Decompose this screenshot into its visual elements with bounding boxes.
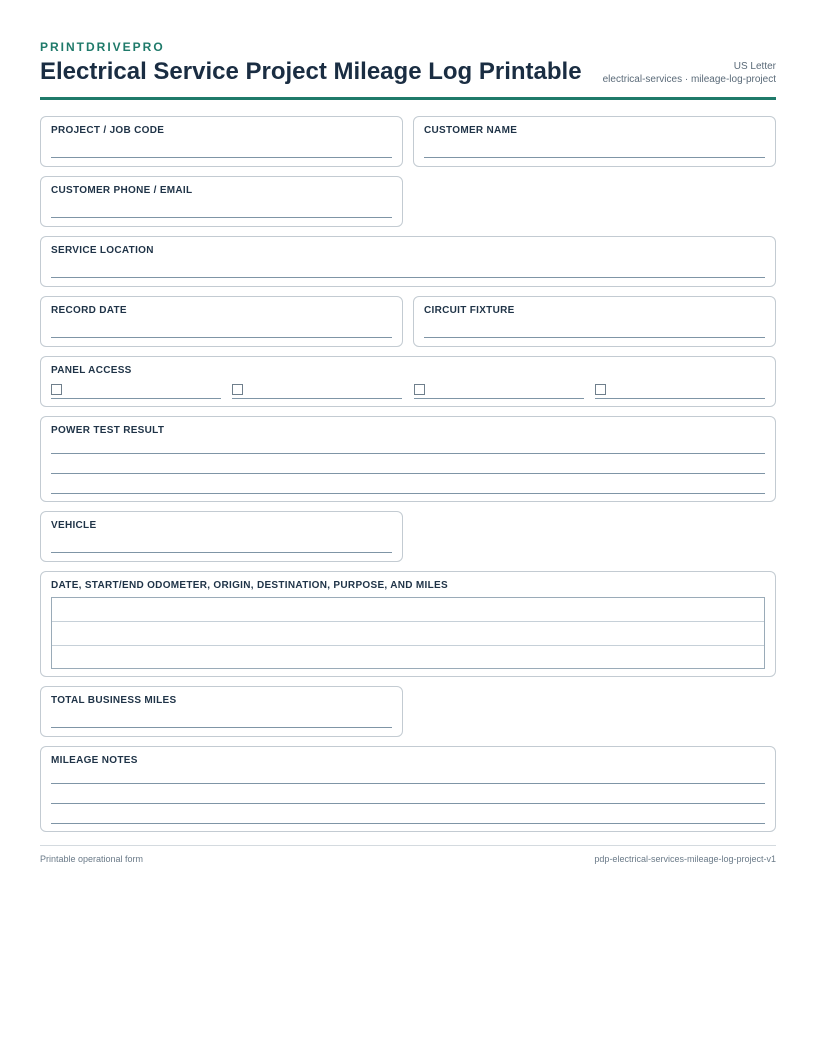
power-test-result-field [40,416,776,502]
circuit-fixture-label: CIRCUIT FIXTURE [424,305,515,316]
panel-access-option-line-1[interactable] [51,398,221,399]
customer-name-input[interactable] [424,157,765,158]
power-test-result-line-2[interactable] [51,473,765,474]
customer-phone-email-field [40,176,403,227]
customer-phone-email-label: CUSTOMER PHONE / EMAIL [51,185,193,196]
paper-size: US Letter [733,61,776,72]
power-test-result-line-3[interactable] [51,493,765,494]
mileage-notes-line-2[interactable] [51,803,765,804]
header-rule [40,97,776,100]
vehicle-input[interactable] [51,552,392,553]
total-business-miles-input[interactable] [51,727,392,728]
panel-access-field [40,356,776,407]
project-job-code-field [40,116,403,167]
panel-access-checkbox-4[interactable] [595,384,606,395]
footer-form-id: pdp-electrical-services-mileage-log-project-v1 [594,854,776,864]
record-date-input[interactable] [51,337,392,338]
circuit-fixture-input[interactable] [424,337,765,338]
vehicle-field [40,511,403,562]
power-test-result-label: POWER TEST RESULT [51,425,165,436]
panel-access-checkbox-3[interactable] [414,384,425,395]
footer-rule [40,845,776,846]
trip-log-label: DATE, START/END ODOMETER, ORIGIN, DESTINATION, PURPOSE, AND MILES [51,580,448,591]
record-date-field [40,296,403,347]
brand-name: PRINTDRIVEPRO [40,40,165,54]
record-date-label: RECORD DATE [51,305,127,316]
page-title: Electrical Service Project Mileage Log Printable [40,58,582,85]
mileage-notes-line-1[interactable] [51,783,765,784]
circuit-fixture-field [413,296,776,347]
vehicle-label: VEHICLE [51,520,97,531]
project-job-code-input[interactable] [51,157,392,158]
document-tags: electrical-services · mileage-log-project [602,74,776,85]
mileage-notes-field [40,746,776,832]
mileage-notes-line-3[interactable] [51,823,765,824]
trip-log-row-divider [52,621,764,622]
customer-name-label: CUSTOMER NAME [424,125,518,136]
footer-description: Printable operational form [40,854,144,864]
project-job-code-label: PROJECT / JOB CODE [51,125,165,136]
mileage-notes-label: MILEAGE NOTES [51,755,138,766]
panel-access-label: PANEL ACCESS [51,365,132,376]
power-test-result-line-1[interactable] [51,453,765,454]
trip-log-table[interactable] [51,597,765,669]
panel-access-option-line-2[interactable] [232,398,402,399]
customer-name-field [413,116,776,167]
service-location-field [40,236,776,287]
customer-phone-email-input[interactable] [51,217,392,218]
total-business-miles-field [40,686,403,737]
panel-access-checkbox-2[interactable] [232,384,243,395]
panel-access-checkbox-1[interactable] [51,384,62,395]
trip-log-field [40,571,776,677]
panel-access-option-line-3[interactable] [414,398,584,399]
service-location-label: SERVICE LOCATION [51,245,154,256]
panel-access-option-line-4[interactable] [595,398,765,399]
trip-log-row-divider [52,645,764,646]
service-location-input[interactable] [51,277,765,278]
document-meta [603,60,776,86]
total-business-miles-label: TOTAL BUSINESS MILES [51,695,177,706]
